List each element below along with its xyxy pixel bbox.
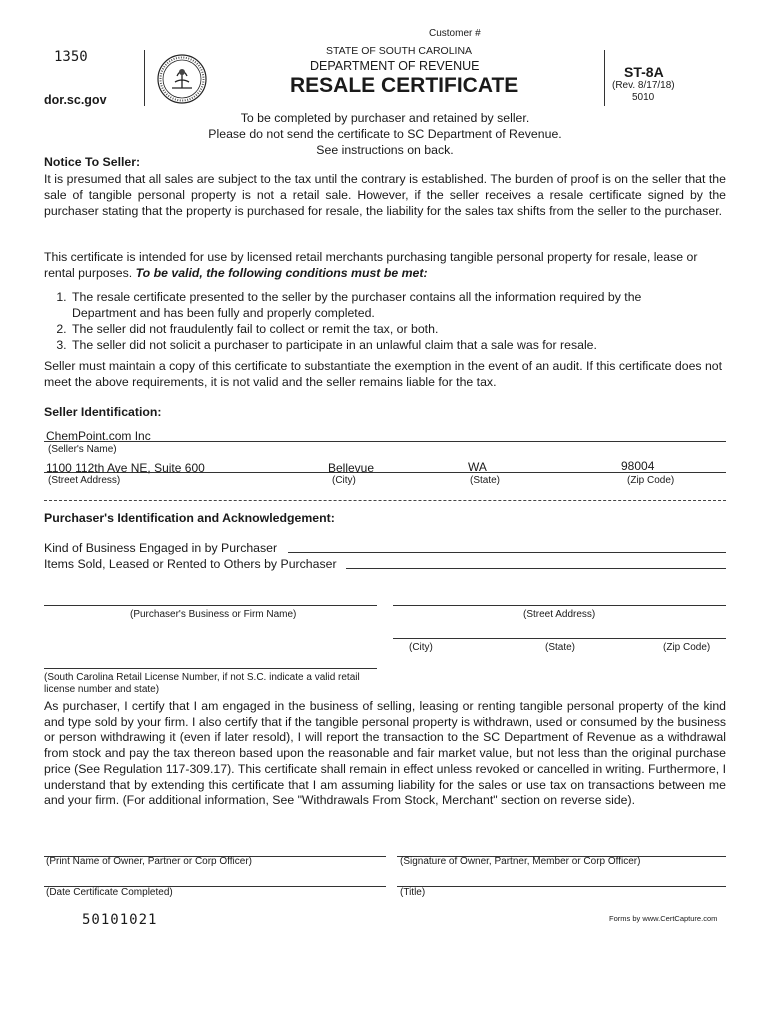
title-input[interactable]	[397, 872, 726, 887]
instruction-line-2: Please do not send the certificate to SC Department of Revenue.	[208, 127, 562, 141]
sc-state-seal-icon	[157, 54, 207, 104]
state-name: STATE OF SOUTH CAROLINA	[326, 45, 473, 57]
seller-state-label: (State)	[470, 475, 501, 486]
form-id: 5010	[632, 92, 655, 103]
notice-paragraph-2-text: This certificate is intended for use by licensed retail merchants purchasing tangible personal property for resale, lease or rental purposes.	[44, 250, 698, 280]
seller-name-label: (Seller's Name)	[48, 444, 117, 455]
seller-state-value: WA	[468, 460, 487, 474]
kind-of-business-input[interactable]	[288, 538, 726, 553]
signature-label: (Signature of Owner, Partner, Member or Corp Officer)	[400, 856, 641, 867]
purchaser-firm-name-input[interactable]	[44, 591, 377, 606]
purchaser-certification-text: As purchaser, I certify that I am engaged in the business of selling, leasing or renting tangible personal property of the kind and type sold by your firm. I also certify that if the tangible personal property is withdrawn, used or consumed by the business or person withdrawing it (even if later resold), I will report the transaction to the SC Department of Revenue as a withdrawal from stock and pay the tax thereon based upon the reasonable and fair market value, but not less than the original purchase price (See Regulation 117-309.17). This certificate shall remain in effect unless revoked or cancelled in writing. Furthermore, I understand that by extending this certificate that I am assuming liability for the sales or use tax on transactions between me and your firm. (For additional information, See "Withdrawals From Stock, Merchant" section on reverse side).	[44, 699, 726, 808]
seller-heading: Seller Identification:	[44, 405, 162, 419]
retail-license-label-line-1: (South Carolina Retail License Number, if not S.C. indicate a valid retail	[44, 672, 360, 683]
kind-of-business-label: Kind of Business Engaged in by Purchaser	[44, 541, 278, 555]
signature-input[interactable]	[397, 842, 726, 857]
conditions-list	[30, 289, 680, 353]
condition-item: 1. The resale certificate presented to the seller by the purchaser contains all the information required by the Department and has been fully and properly completed.	[70, 289, 680, 321]
notice-conditions-emphasis: To be valid, the following conditions must be met:	[135, 266, 428, 280]
form-number: ST-8A	[624, 64, 664, 80]
items-sold-label: Items Sold, Leased or Rented to Others by Purchaser	[44, 557, 337, 571]
seller-zip-label: (Zip Code)	[627, 475, 675, 486]
purchaser-state-label: (State)	[545, 642, 576, 653]
print-name-input[interactable]	[44, 842, 386, 857]
barcode-number: 50101021	[82, 912, 158, 928]
notice-paragraph-2	[44, 249, 726, 281]
purchaser-city-state-zip-input[interactable]	[393, 624, 726, 639]
header-divider-right	[604, 50, 605, 106]
seller-street-value: 1100 112th Ave NE, Suite 600	[46, 461, 205, 475]
items-sold-input[interactable]	[346, 554, 726, 569]
website-link[interactable]: dor.sc.gov	[44, 93, 107, 107]
customer-number-label: Customer #	[429, 28, 481, 39]
seller-name-line	[44, 441, 726, 442]
condition-item: 3. The seller did not solicit a purchaser to participate in an unlawful claim that a sale was for resale.	[70, 337, 680, 353]
notice-paragraph-1: It is presumed that all sales are subject to the tax until the contrary is established. The burden of proof is on the seller that the sale of tangible personal property is not a retail sale. However, if the seller receives a resale certificate signed by the purchaser stating that the property is purchased for resale, the liability for the sales tax shifts from the seller to the purchaser.	[44, 172, 726, 218]
print-name-label: (Print Name of Owner, Partner or Corp Officer)	[46, 856, 252, 867]
seller-address-line	[44, 472, 726, 473]
instruction-line-1: To be completed by purchaser and retained by seller.	[240, 111, 530, 125]
seller-city-value: Bellevue	[328, 461, 375, 475]
retail-license-label-line-2: license number and state)	[44, 684, 160, 695]
purchaser-heading: Purchaser's Identification and Acknowledgement:	[44, 511, 335, 525]
purchaser-street-input[interactable]	[393, 591, 726, 606]
date-completed-input[interactable]	[44, 872, 386, 887]
seller-name-value: ChemPoint.com Inc	[46, 429, 151, 443]
purchaser-street-label: (Street Address)	[523, 609, 596, 620]
seller-zip-value: 98004	[621, 459, 655, 473]
revision-date: (Rev. 8/17/18)	[612, 80, 675, 91]
header-divider-left	[144, 50, 145, 106]
department-name: DEPARTMENT OF REVENUE	[310, 59, 480, 73]
title-label: (Title)	[400, 887, 426, 898]
form-code: 1350	[54, 49, 88, 65]
notice-heading: Notice To Seller:	[44, 155, 141, 169]
certcapture-credit: Forms by www.CertCapture.com	[609, 914, 718, 923]
purchaser-zip-label: (Zip Code)	[663, 642, 711, 653]
instruction-line-3: See instructions on back.	[316, 143, 454, 157]
purchaser-firm-name-label: (Purchaser's Business or Firm Name)	[130, 609, 297, 620]
condition-item: 2. The seller did not fraudulently fail to collect or remit the tax, or both.	[70, 321, 680, 337]
form-title: RESALE CERTIFICATE	[290, 74, 519, 97]
notice-paragraph-3: Seller must maintain a copy of this certificate to substantiate the exemption in the event of an audit. If this certificate does not meet the above requirements, it is not valid and the seller remains liable for the tax.	[44, 359, 723, 389]
purchaser-city-label: (City)	[409, 642, 433, 653]
seller-city-label: (City)	[332, 475, 356, 486]
retail-license-number-input[interactable]	[44, 654, 377, 669]
date-completed-label: (Date Certificate Completed)	[46, 887, 173, 898]
section-divider	[44, 500, 726, 501]
seller-street-label: (Street Address)	[48, 475, 121, 486]
retail-license-label	[44, 672, 360, 696]
